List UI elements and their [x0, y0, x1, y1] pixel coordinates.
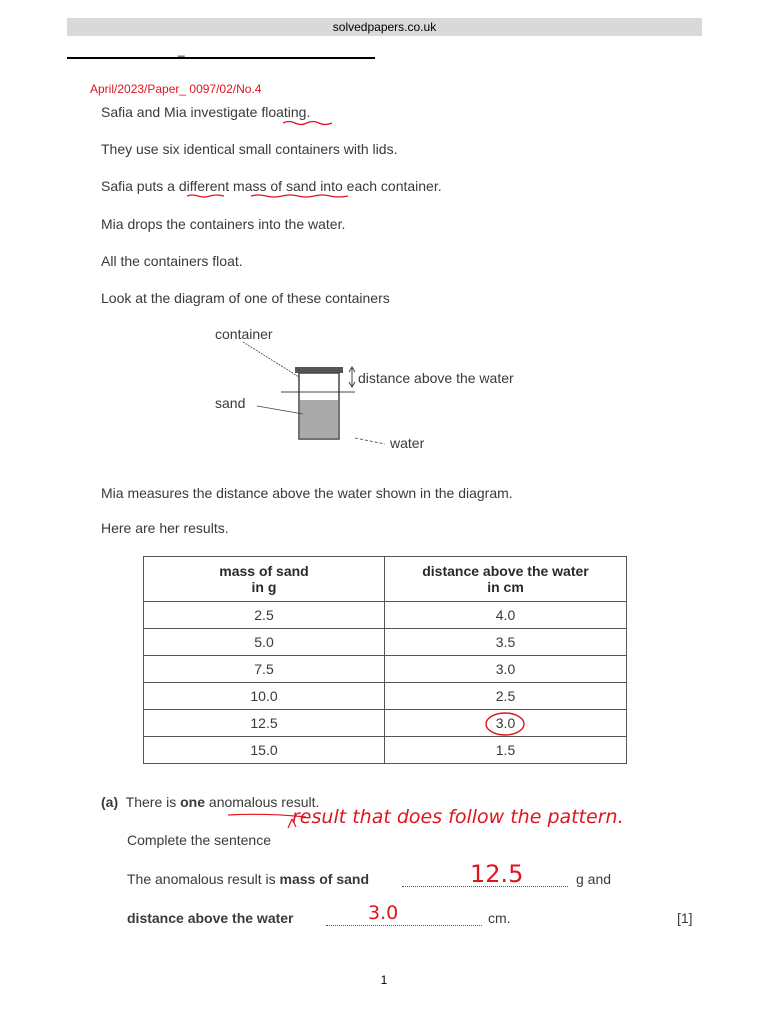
results-intro: Here are her results.: [101, 520, 229, 536]
rule-mark: _: [178, 43, 185, 57]
distance-answer: 3.0: [368, 902, 399, 924]
paper-reference: April/2023/Paper_ 0097/02/No.4: [90, 82, 262, 96]
mass-answer: 12.5: [470, 860, 524, 888]
distance-cell: 3.0: [385, 710, 627, 737]
container-drawing: [195, 322, 555, 467]
measure-line: Mia measures the distance above the water shown in the diagram.: [101, 485, 513, 501]
question-label: (a): [101, 794, 119, 810]
container-lid: [295, 367, 343, 373]
distance-cell: 2.5: [385, 683, 627, 710]
top-rule: [67, 57, 375, 59]
intro-line-5: All the containers float.: [101, 253, 243, 269]
marks: [1]: [677, 910, 693, 926]
red-underline-floating: [282, 120, 334, 126]
table-row: [144, 656, 627, 683]
table-header-row: [144, 557, 627, 602]
col-mass-header: mass of sand in g: [144, 557, 385, 602]
table-row: [144, 683, 627, 710]
question-a: (a) There is one anomalous result.: [101, 794, 320, 810]
complete-instruction: Complete the sentence: [127, 832, 271, 848]
distance-cell: 3.0: [385, 656, 627, 683]
unit-cm: cm.: [488, 910, 511, 926]
table-row: [144, 710, 627, 737]
distance-cell: 1.5: [385, 737, 627, 764]
intro-line-2: They use six identical small containers with lids.: [101, 141, 398, 157]
col-distance-header: distance above the water in cm: [385, 557, 627, 602]
mass-cell: 5.0: [144, 629, 385, 656]
label-water: water: [390, 435, 425, 451]
mass-cell: 12.5: [144, 710, 385, 737]
mass-cell: 15.0: [144, 737, 385, 764]
intro-line-3: Safia puts a different mass of sand into each container.: [101, 178, 442, 194]
page-number: 1: [380, 973, 388, 987]
unit-g-and: g and: [576, 871, 612, 887]
results-table: [143, 556, 627, 764]
label-sand: sand: [215, 395, 246, 411]
distance-label: distance above the water: [127, 910, 294, 926]
table-row: [144, 602, 627, 629]
site-header-bar: [67, 18, 702, 36]
sentence-line-1: The anomalous result is mass of sand: [127, 871, 370, 887]
intro-line-1: Safia and Mia investigate floating.: [101, 104, 311, 120]
container-diagram: [195, 322, 555, 467]
label-distance: distance above the water: [358, 370, 514, 386]
intro-line-6: Look at the diagram of one of these containers: [101, 290, 390, 306]
mass-cell: 7.5: [144, 656, 385, 683]
handwritten-annotation: result that does follow the pattern.: [292, 806, 624, 828]
table-row: [144, 629, 627, 656]
table-row: [144, 737, 627, 764]
label-container: container: [215, 326, 273, 342]
sand-fill: [300, 400, 338, 438]
distance-cell: 3.5: [385, 629, 627, 656]
intro-line-4: Mia drops the containers into the water.: [101, 216, 346, 232]
site-name: solvedpapers.co.uk: [332, 20, 437, 34]
mass-cell: 10.0: [144, 683, 385, 710]
distance-answer-line: [326, 925, 482, 926]
distance-cell: 4.0: [385, 602, 627, 629]
mass-cell: 2.5: [144, 602, 385, 629]
red-circle-annotation: [483, 711, 527, 737]
